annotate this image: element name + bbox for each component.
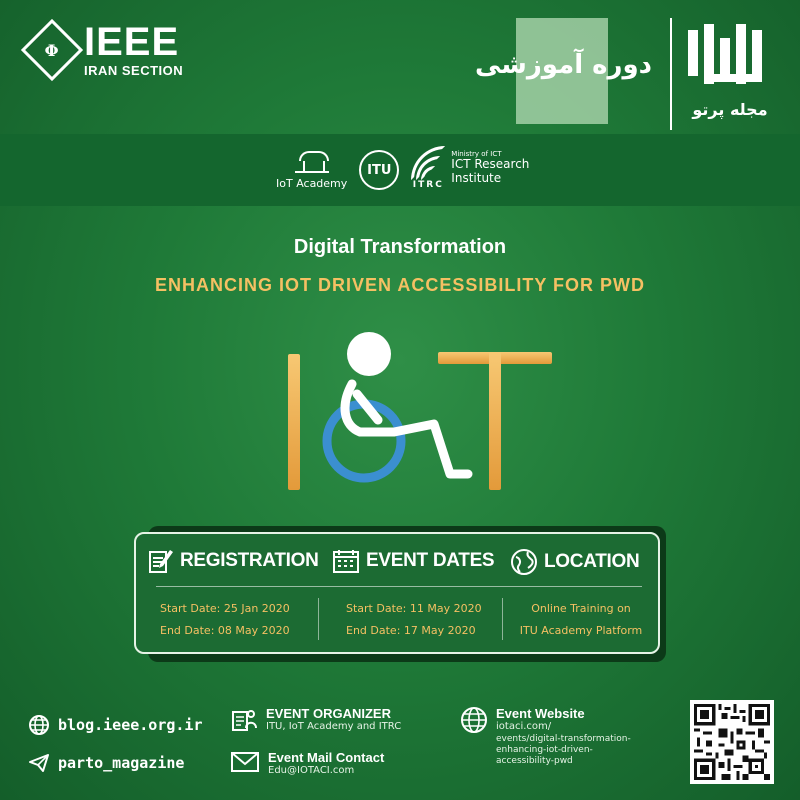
telegram-icon [28,752,50,774]
event-organizer [230,706,401,734]
organizer-text: ITU, IoT Academy and ITRC [266,721,402,732]
location-header [510,548,639,576]
event-end: End Date: 17 May 2020 [346,624,476,637]
itu-globe-icon [359,150,399,190]
page-subtitle: ENHANCING IOT DRIVEN ACCESSIBILITY FOR PWD [154,275,646,295]
location-label: LOCATION [544,551,640,572]
column-separator [502,598,503,640]
registration-header [148,548,319,574]
iot-wheelchair-icon [282,328,558,500]
event-dates [346,598,482,642]
registration-label: REGISTRATION [180,550,319,571]
website-main: iotaci.com/ [496,721,552,732]
location-line1: Online Training on [531,602,631,615]
itu-logo [359,150,399,190]
itrc-logo [411,146,529,190]
calendar-icon [332,548,360,574]
globe-icon [28,714,50,736]
iot-academy-logo [276,151,347,190]
ieee-diamond-icon: Φ [21,18,83,80]
iot-academy-label: IoT Academy [276,177,348,190]
parto-logo-icon [688,24,768,90]
academy-building-icon [295,151,329,173]
ieee-title: IEEE [84,20,180,64]
page-title: Digital Transformation [293,236,507,258]
location-details [514,598,648,642]
globe-icon [460,706,488,734]
event-mail-contact[interactable] [230,750,384,778]
mail-title: Event Mail Contact [268,750,385,765]
itrc-waves-icon [411,146,445,180]
itu-label: ITU [367,162,392,178]
registration-end: End Date: 08 May 2020 [160,624,290,637]
blog-link[interactable] [28,714,203,736]
website-title: Event Website [496,706,585,721]
ieee-subtitle: IRAN SECTION [84,63,184,78]
telegram-handle: parto_magazine [58,754,185,772]
website-path-2: enhancing-iot-driven- [496,744,593,755]
info-card [134,532,660,654]
event-dates-header [332,548,494,574]
globe-icon [510,548,538,576]
qr-code [690,700,774,784]
organizer-title: EVENT ORGANIZER [266,706,391,721]
card-divider [156,586,642,587]
website-path-3: accessibility-pwd [496,756,573,766]
event-website[interactable] [460,706,631,767]
registration-dates [160,598,290,642]
itrc-line2: Institute [451,171,502,186]
event-dates-label: EVENT DATES [366,550,495,571]
column-separator [318,598,319,640]
ieee-logo [30,22,183,77]
itrc-ministry: Ministry of ICT [451,150,502,159]
header-divider [670,18,672,130]
magazine-label: مجله پرتو [692,100,768,119]
itrc-tag: ITRC [412,180,444,190]
partner-logos [276,146,529,190]
telegram-link[interactable] [28,752,184,774]
registration-start: Start Date: 25 Jan 2020 [160,602,290,615]
mail-icon [230,750,260,774]
mail-address: Edu@IOTACI.com [268,765,355,776]
event-start: Start Date: 11 May 2020 [346,602,482,615]
organizer-icon [230,706,258,734]
blog-url: blog.ieee.org.ir [58,716,203,734]
location-line2: ITU Academy Platform [519,624,643,637]
website-path-1: events/digital-transformation- [496,733,631,744]
course-label: دوره آموزشی [474,50,652,80]
itrc-line1: ICT Research [451,157,530,172]
registration-form-icon [148,548,174,574]
qr-code-icon [694,704,770,780]
